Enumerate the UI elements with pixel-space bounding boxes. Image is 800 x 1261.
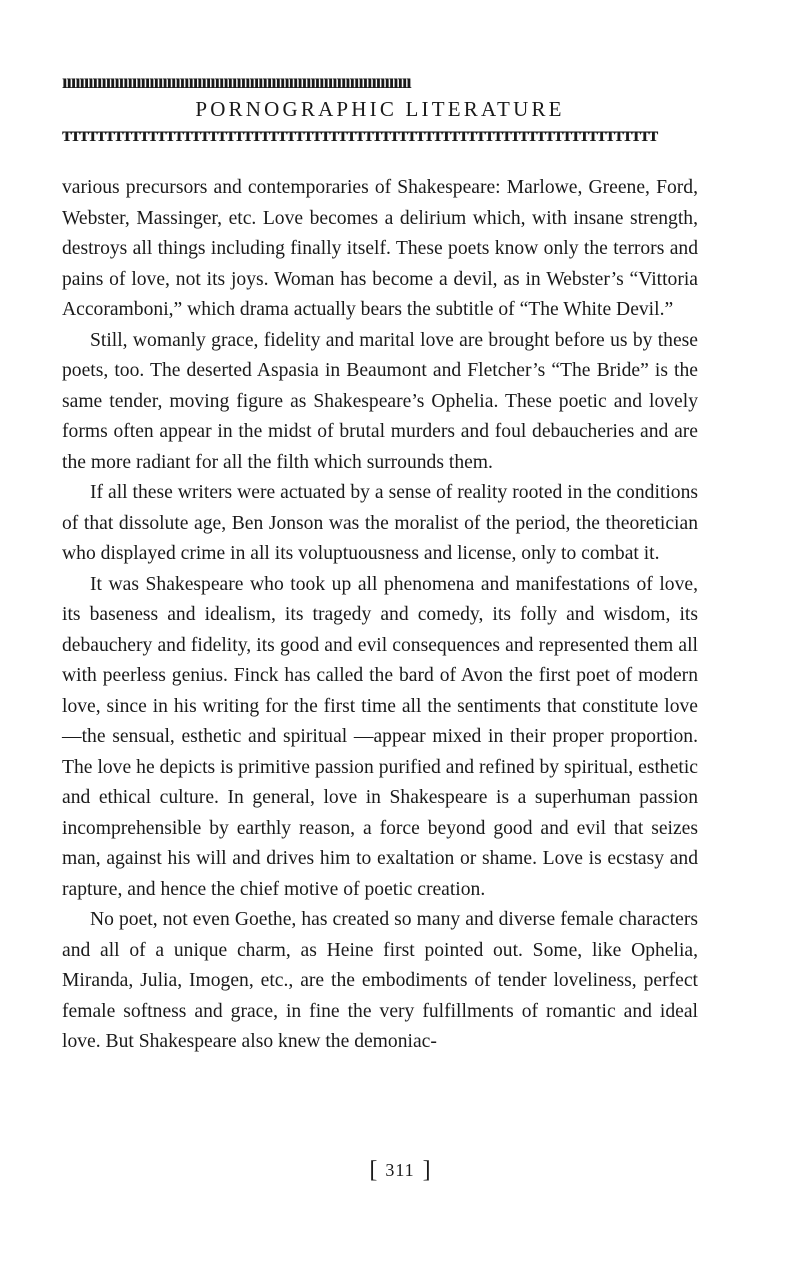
paragraph-2: Still, womanly grace, fidelity and marital love are brought before us by these poets, too. The deserted Aspasia in Beaumont and Fletcher’s “The Bride” is the same tender, moving figure as Shakespeare’s Ophelia. These poetic and lovely forms often appear in the midst of brutal murders and foul debaucheries and are the more radiant for all the filth which surrounds them. [62,329,698,473]
header-ornament-bottom: ᴛᴛᴛᴛᴛᴛᴛᴛᴛᴛᴛᴛᴛᴛᴛᴛᴛᴛᴛᴛᴛᴛᴛᴛᴛᴛᴛᴛᴛᴛᴛᴛᴛᴛᴛᴛᴛᴛᴛᴛᴛᴛᴛᴛᴛᴛᴛᴛᴛᴛᴛᴛᴛᴛᴛᴛᴛᴛᴛᴛᴛᴛᴛᴛᴛᴛᴛᴛᴛ [62,125,658,145]
folio-left-bracket: [ [369,1157,378,1183]
body-text [62,173,698,1058]
page-number: 311 [385,1160,415,1180]
header-ornament-top: ıııııııııııııııııııııııııııııııııııııııııııııııııııııııııııııııııııııııııııııııı [62,72,411,92]
folio-right-bracket: ] [422,1157,431,1183]
paragraph-4: It was Shakespeare who took up all phenomena and manifestations of love, its baseness and idealism, its tragedy and comedy, its folly and wisdom, its debauchery and fidelity, its good and evil consequences and represented them all with peerless genius. Finck has called the bard of Avon the first poet of modern love, since in his writing for the first time all the sentiments that constitute love—the sensual, esthetic and spiritual —appear mixed in their proper proportion. The love he depicts is primitive passion purified and refined by spiritual, esthetic and ethical culture. In general, love in Shakespeare is a superhuman passion incomprehensible by earthly reason, a force beyond good and evil that seizes man, against his will and drives him to exaltation or shame. Love is ecstasy and rapture, and hence the chief motive of poetic creation. [62,573,698,900]
running-head-title: PORNOGRAPHIC LITERATURE [195,97,565,121]
paragraph-3: If all these writers were actuated by a sense of reality rooted in the conditions of that dissolute age, Ben Jonson was the moralist of the period, the theoretician who displayed crime in all its voluptuousness and license, only to combat it. [62,482,698,564]
book-page [62,72,698,1058]
paragraph-1: various precursors and contemporaries of Shakespeare: Marlowe, Greene, Ford, Webster, Massinger, etc. Love becomes a delirium which, with insane strength, destroys all things including finally itself. These poets know only the terrors and pains of love, not its joys. Woman has become a devil, as in Webster’s “Vittoria Accoramboni,” which drama actually bears the subtitle of “The White Devil.” [62,177,698,320]
paragraph-5: No poet, not even Goethe, has created so many and diverse female characters and all of a unique charm, as Heine first pointed out. Some, like Ophelia, Miranda, Julia, Imogen, etc., are the embodiments of tender loveliness, perfect female softness and grace, in fine the very fulfillments of romantic and ideal love. But Shakespeare also knew the demoniac- [62,909,698,1052]
page-folio [0,1155,800,1185]
